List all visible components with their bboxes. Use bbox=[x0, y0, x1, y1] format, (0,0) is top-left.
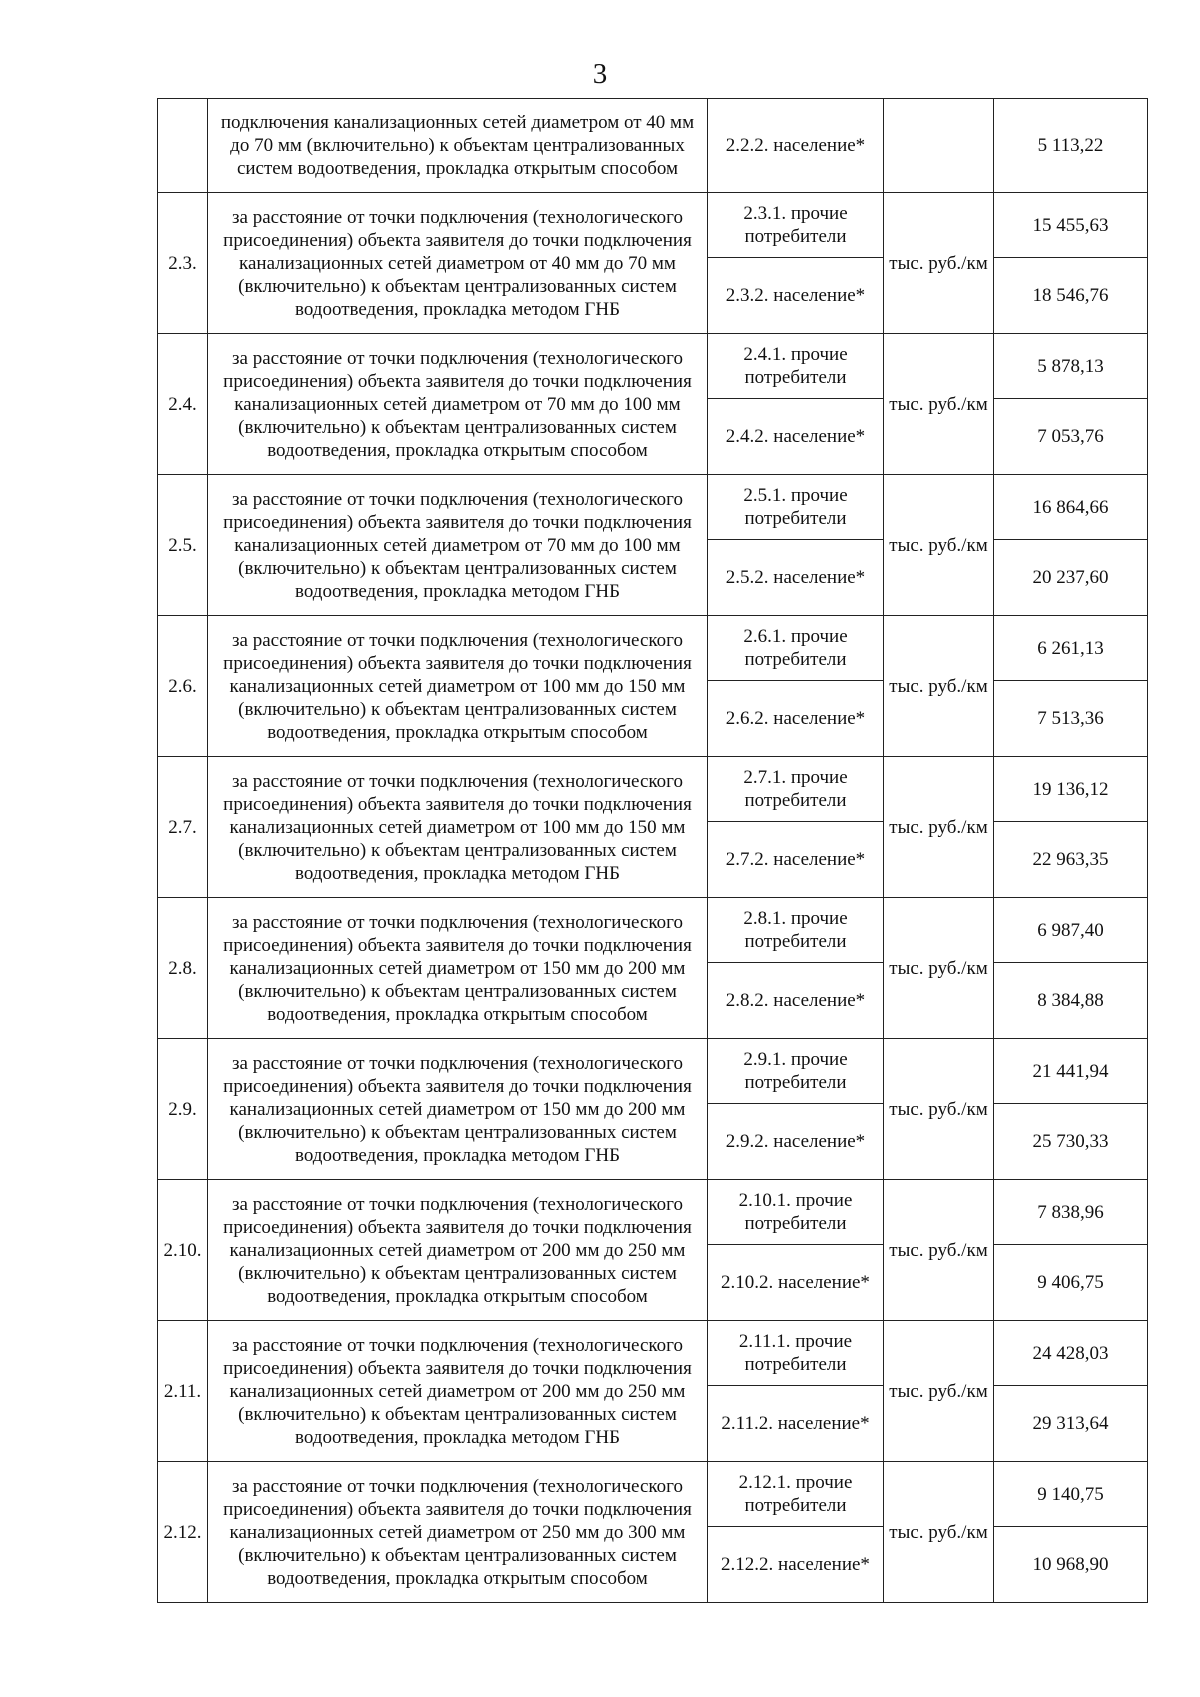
consumer-cell: 2.4.2. население* bbox=[708, 399, 884, 475]
value-cell: 18 546,76 bbox=[994, 258, 1148, 334]
consumer-cell: 2.8.1. прочие потребители bbox=[708, 898, 884, 963]
value-cell: 6 987,40 bbox=[994, 898, 1148, 963]
consumer-cell: 2.3.2. население* bbox=[708, 258, 884, 334]
value-cell: 16 864,66 bbox=[994, 475, 1148, 540]
table-row bbox=[158, 1180, 1148, 1245]
consumer-cell: 2.7.1. прочие потребители bbox=[708, 757, 884, 822]
value-cell: 25 730,33 bbox=[994, 1104, 1148, 1180]
table-row bbox=[158, 334, 1148, 399]
consumer-cell: 2.5.2. население* bbox=[708, 540, 884, 616]
value-cell: 29 313,64 bbox=[994, 1386, 1148, 1462]
description-cell: за расстояние от точки подключения (технологического присоединения) объекта заявителя до точки подключения канализационных сетей диаметром от 70 мм до 100 мм (включительно) к объектам централизованных систем водоотведения, прокладка открытым способом bbox=[208, 334, 708, 475]
table-row bbox=[158, 616, 1148, 681]
table-row bbox=[158, 475, 1148, 540]
consumer-cell: 2.8.2. население* bbox=[708, 963, 884, 1039]
consumer-cell: 2.10.2. население* bbox=[708, 1245, 884, 1321]
value-cell: 24 428,03 bbox=[994, 1321, 1148, 1386]
value-cell: 22 963,35 bbox=[994, 822, 1148, 898]
row-number-cell: 2.6. bbox=[158, 616, 208, 757]
unit-cell: тыс. руб./км bbox=[884, 757, 994, 898]
description-cell: за расстояние от точки подключения (технологического присоединения) объекта заявителя до точки подключения канализационных сетей диаметром от 250 мм до 300 мм (включительно) к объектам централизованных систем водоотведения, прокладка открытым способом bbox=[208, 1462, 708, 1603]
unit-cell: тыс. руб./км bbox=[884, 898, 994, 1039]
unit-cell: тыс. руб./км bbox=[884, 1039, 994, 1180]
consumer-cell: 2.11.1. прочие потребители bbox=[708, 1321, 884, 1386]
row-number-cell: 2.11. bbox=[158, 1321, 208, 1462]
value-cell: 19 136,12 bbox=[994, 757, 1148, 822]
value-cell: 15 455,63 bbox=[994, 193, 1148, 258]
value-cell: 5 878,13 bbox=[994, 334, 1148, 399]
unit-cell: тыс. руб./км bbox=[884, 1321, 994, 1462]
description-cell: за расстояние от точки подключения (технологического присоединения) объекта заявителя до точки подключения канализационных сетей диаметром от 70 мм до 100 мм (включительно) к объектам централизованных систем водоотведения, прокладка методом ГНБ bbox=[208, 475, 708, 616]
table-row bbox=[158, 193, 1148, 258]
row-number-cell: 2.4. bbox=[158, 334, 208, 475]
description-cell: за расстояние от точки подключения (технологического присоединения) объекта заявителя до точки подключения канализационных сетей диаметром от 150 мм до 200 мм (включительно) к объектам централизованных систем водоотведения, прокладка открытым способом bbox=[208, 898, 708, 1039]
value-cell: 20 237,60 bbox=[994, 540, 1148, 616]
unit-cell: тыс. руб./км bbox=[884, 193, 994, 334]
description-cell: подключения канализационных сетей диаметром от 40 мм до 70 мм (включительно) к объектам централизованных систем водоотведения, прокладка открытым способом bbox=[208, 99, 708, 193]
consumer-cell: 2.6.1. прочие потребители bbox=[708, 616, 884, 681]
consumer-cell: 2.4.1. прочие потребители bbox=[708, 334, 884, 399]
consumer-cell: 2.12.2. население* bbox=[708, 1527, 884, 1603]
tariff-table bbox=[157, 98, 1148, 1603]
table-row bbox=[158, 757, 1148, 822]
row-number-cell bbox=[158, 99, 208, 193]
value-cell: 6 261,13 bbox=[994, 616, 1148, 681]
value-cell: 7 838,96 bbox=[994, 1180, 1148, 1245]
consumer-cell: 2.9.1. прочие потребители bbox=[708, 1039, 884, 1104]
consumer-cell: 2.6.2. население* bbox=[708, 681, 884, 757]
table-row bbox=[158, 898, 1148, 963]
unit-cell: тыс. руб./км bbox=[884, 334, 994, 475]
description-cell: за расстояние от точки подключения (технологического присоединения) объекта заявителя до точки подключения канализационных сетей диаметром от 150 мм до 200 мм (включительно) к объектам централизованных систем водоотведения, прокладка методом ГНБ bbox=[208, 1039, 708, 1180]
consumer-cell: 2.11.2. население* bbox=[708, 1386, 884, 1462]
value-cell: 10 968,90 bbox=[994, 1527, 1148, 1603]
value-cell: 9 406,75 bbox=[994, 1245, 1148, 1321]
row-number-cell: 2.10. bbox=[158, 1180, 208, 1321]
table-row bbox=[158, 1321, 1148, 1386]
table-row bbox=[158, 1462, 1148, 1527]
consumer-cell: 2.5.1. прочие потребители bbox=[708, 475, 884, 540]
row-number-cell: 2.8. bbox=[158, 898, 208, 1039]
value-cell: 7 513,36 bbox=[994, 681, 1148, 757]
value-cell: 5 113,22 bbox=[994, 99, 1148, 193]
consumer-cell: 2.12.1. прочие потребители bbox=[708, 1462, 884, 1527]
value-cell: 21 441,94 bbox=[994, 1039, 1148, 1104]
consumer-cell: 2.7.2. население* bbox=[708, 822, 884, 898]
consumer-cell: 2.10.1. прочие потребители bbox=[708, 1180, 884, 1245]
unit-cell: тыс. руб./км bbox=[884, 1180, 994, 1321]
description-cell: за расстояние от точки подключения (технологического присоединения) объекта заявителя до точки подключения канализационных сетей диаметром от 40 мм до 70 мм (включительно) к объектам централизованных систем водоотведения, прокладка методом ГНБ bbox=[208, 193, 708, 334]
consumer-cell: 2.9.2. население* bbox=[708, 1104, 884, 1180]
description-cell: за расстояние от точки подключения (технологического присоединения) объекта заявителя до точки подключения канализационных сетей диаметром от 100 мм до 150 мм (включительно) к объектам централизованных систем водоотведения, прокладка методом ГНБ bbox=[208, 757, 708, 898]
row-number-cell: 2.7. bbox=[158, 757, 208, 898]
consumer-cell: 2.2.2. население* bbox=[708, 99, 884, 193]
tariff-table-body bbox=[158, 99, 1148, 1603]
description-cell: за расстояние от точки подключения (технологического присоединения) объекта заявителя до точки подключения канализационных сетей диаметром от 200 мм до 250 мм (включительно) к объектам централизованных систем водоотведения, прокладка методом ГНБ bbox=[208, 1321, 708, 1462]
value-cell: 9 140,75 bbox=[994, 1462, 1148, 1527]
row-number-cell: 2.5. bbox=[158, 475, 208, 616]
description-cell: за расстояние от точки подключения (технологического присоединения) объекта заявителя до точки подключения канализационных сетей диаметром от 100 мм до 150 мм (включительно) к объектам централизованных систем водоотведения, прокладка открытым способом bbox=[208, 616, 708, 757]
page-number: 3 bbox=[592, 58, 608, 90]
value-cell: 7 053,76 bbox=[994, 399, 1148, 475]
consumer-cell: 2.3.1. прочие потребители bbox=[708, 193, 884, 258]
row-number-cell: 2.12. bbox=[158, 1462, 208, 1603]
value-cell: 8 384,88 bbox=[994, 963, 1148, 1039]
table-row bbox=[158, 1039, 1148, 1104]
unit-cell: тыс. руб./км bbox=[884, 616, 994, 757]
description-cell: за расстояние от точки подключения (технологического присоединения) объекта заявителя до точки подключения канализационных сетей диаметром от 200 мм до 250 мм (включительно) к объектам централизованных систем водоотведения, прокладка открытым способом bbox=[208, 1180, 708, 1321]
table-row bbox=[158, 99, 1148, 193]
row-number-cell: 2.9. bbox=[158, 1039, 208, 1180]
unit-cell: тыс. руб./км bbox=[884, 475, 994, 616]
unit-cell bbox=[884, 99, 994, 193]
row-number-cell: 2.3. bbox=[158, 193, 208, 334]
unit-cell: тыс. руб./км bbox=[884, 1462, 994, 1603]
